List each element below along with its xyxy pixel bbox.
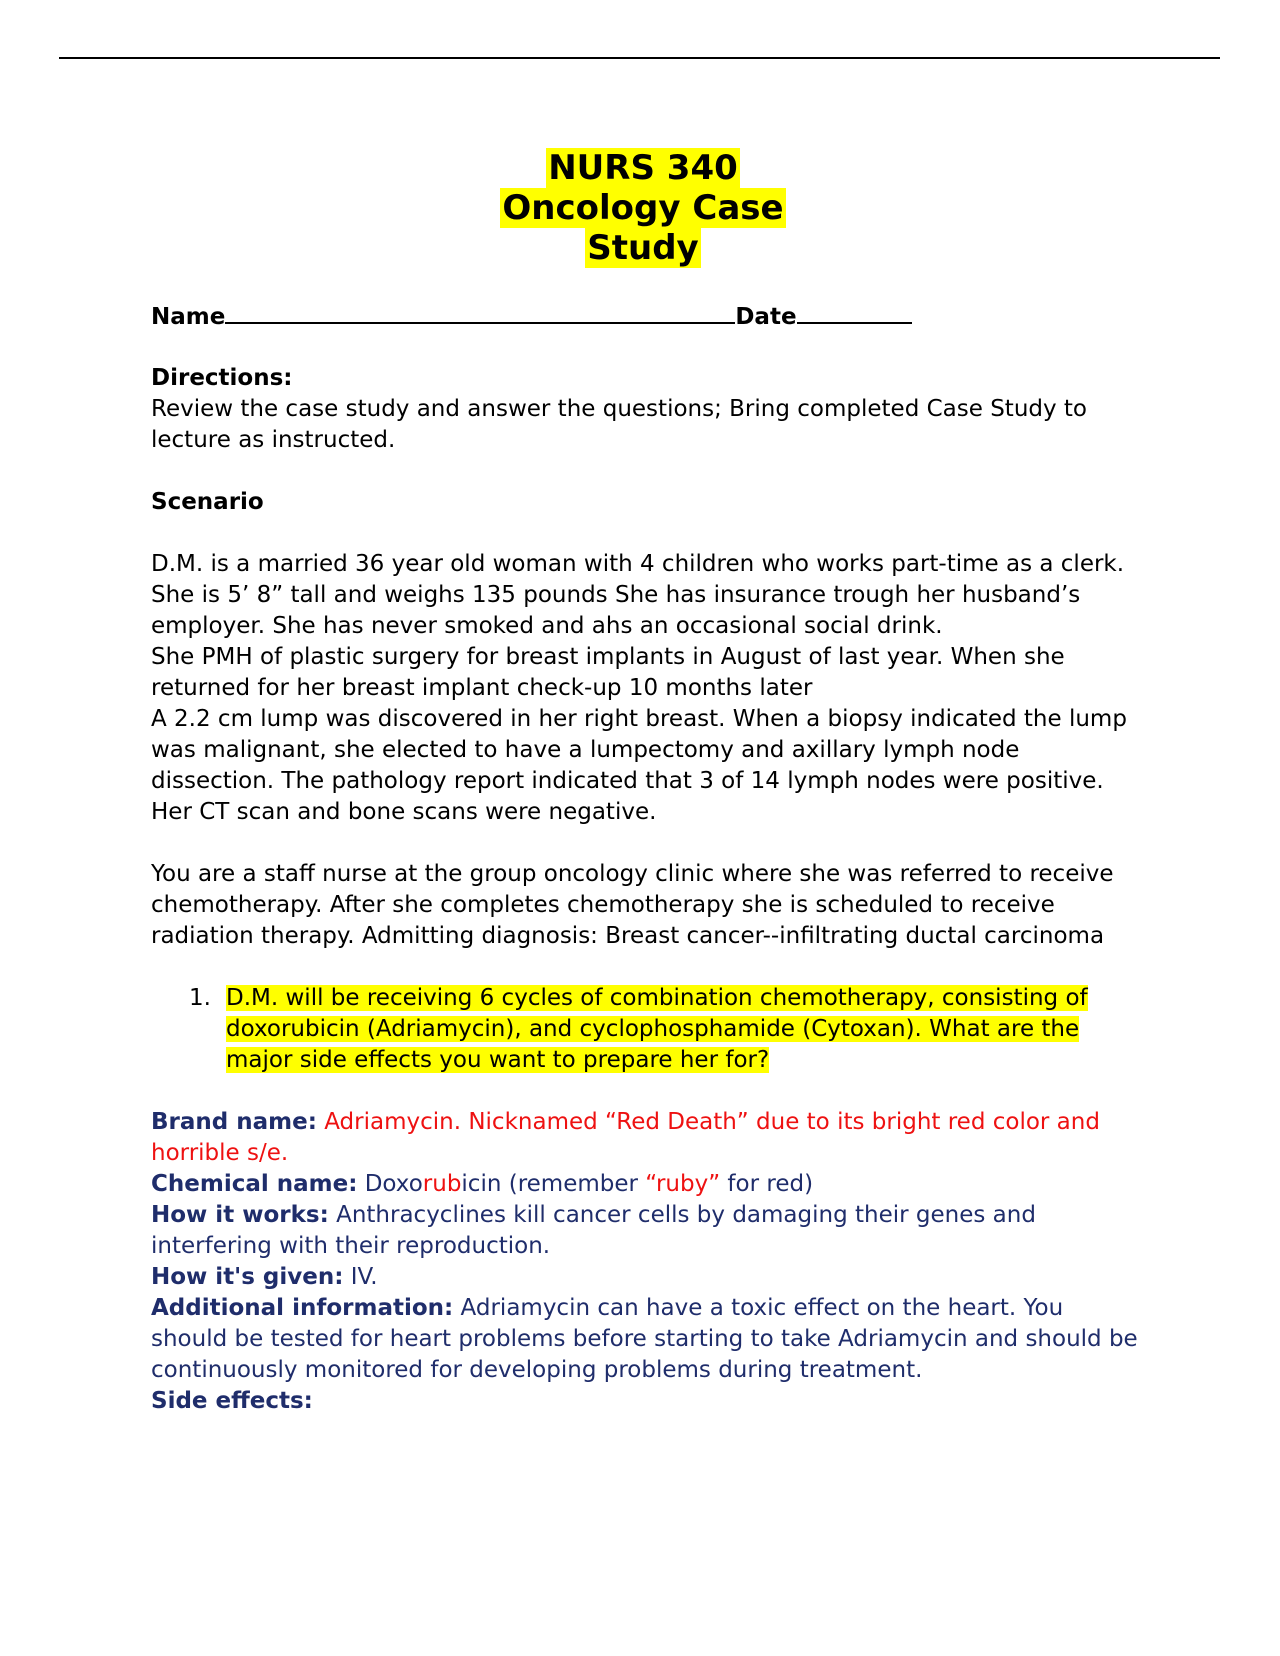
how-given-label: How it's given: <box>151 1264 344 1290</box>
chemical-post: icin (remember <box>461 1171 646 1197</box>
additional-info-label: Additional information: <box>151 1295 454 1321</box>
directions-heading: Directions: <box>151 365 293 391</box>
document-body <box>151 148 1141 1417</box>
chemical-end: for red) <box>720 1171 814 1197</box>
additional-info-text: Adriamycin can have a toxic effect on the heart. You should be tested for heart problems before starting to take Adriamycin and should be continuously monitored for developing problems during treatment. <box>151 1295 1138 1383</box>
directions-text: Review the case study and answer the questions; Bring completed Case Study to lecture as instructed. <box>151 396 1088 453</box>
how-it-works-row <box>151 1200 1141 1262</box>
chemical-red: rub <box>422 1171 462 1197</box>
title-line-2: Oncology Case <box>502 188 784 228</box>
additional-info-row <box>151 1293 1141 1386</box>
question-text: D.M. will be receiving 6 cycles of combination chemotherapy, consisting of doxorubicin (Adriamycin), and cyclophosphamide (Cytoxan). What are the major side effects you want to prepare her for? <box>226 985 1088 1073</box>
side-effects-row <box>151 1386 1141 1417</box>
question-list <box>151 983 1141 1076</box>
scenario-line-2: She PMH of plastic surgery for breast implants in August of last year. When she returned for her breast implant check-up 10 months later <box>151 644 1065 701</box>
how-it-works-text: Anthracyclines kill cancer cells by damaging their genes and interfering with their reproduction. <box>151 1202 1036 1259</box>
chemical-name-row <box>151 1169 1141 1200</box>
how-it-works-label: How it works: <box>151 1202 329 1228</box>
question-1 <box>151 983 1141 1076</box>
brand-name-text: Adriamycin. Nicknamed “Red Death” due to its bright red color and horrible s/e. <box>151 1109 1100 1166</box>
chemical-ruby: “ruby” <box>645 1171 721 1197</box>
title-line-3: Study <box>587 228 699 268</box>
chemical-name-label: Chemical name: <box>151 1171 358 1197</box>
how-given-text: IV. <box>343 1264 378 1290</box>
question-number: 1. <box>189 985 211 1011</box>
chemical-pre: Doxo <box>357 1171 423 1197</box>
answer-block <box>151 1107 1141 1417</box>
scenario-paragraph-2: You are a staff nurse at the group oncology clinic where she was referred to receive chemotherapy. After she completes chemotherapy she is scheduled to receive radiation therapy. Admitting diagnosis: Breast cancer--infiltrating ductal carcinoma <box>151 861 1114 949</box>
scenario-line-3: A 2.2 cm lump was discovered in her right breast. When a biopsy indicated the lump was malignant, she elected to have a lumpectomy and axillary lymph node dissection. The pathology report indicated that 3 of 14 lymph nodes were positive. <box>151 706 1127 794</box>
brand-name-row <box>151 1107 1141 1169</box>
date-blank[interactable] <box>797 302 912 324</box>
side-effects-label: Side effects: <box>151 1388 313 1414</box>
name-blank[interactable] <box>225 302 735 324</box>
how-given-row <box>151 1262 1141 1293</box>
scenario-line-4: Her CT scan and bone scans were negative. <box>151 799 657 825</box>
scenario-heading: Scenario <box>151 489 264 515</box>
brand-name-label: Brand name: <box>151 1109 317 1135</box>
document-title <box>148 148 1138 268</box>
header-rule <box>59 57 1220 59</box>
scenario-line-1: D.M. is a married 36 year old woman with 4 children who works part-time as a clerk. She is 5’ 8” tall and weighs 135 pounds She has insurance trough her husband’s employer. She has never smoked and ahs an occasional social drink. <box>151 551 1125 639</box>
title-line-1: NURS 340 <box>548 148 738 188</box>
name-date-line <box>151 302 1141 333</box>
date-label: Date <box>735 304 797 330</box>
name-label: Name <box>151 304 226 330</box>
